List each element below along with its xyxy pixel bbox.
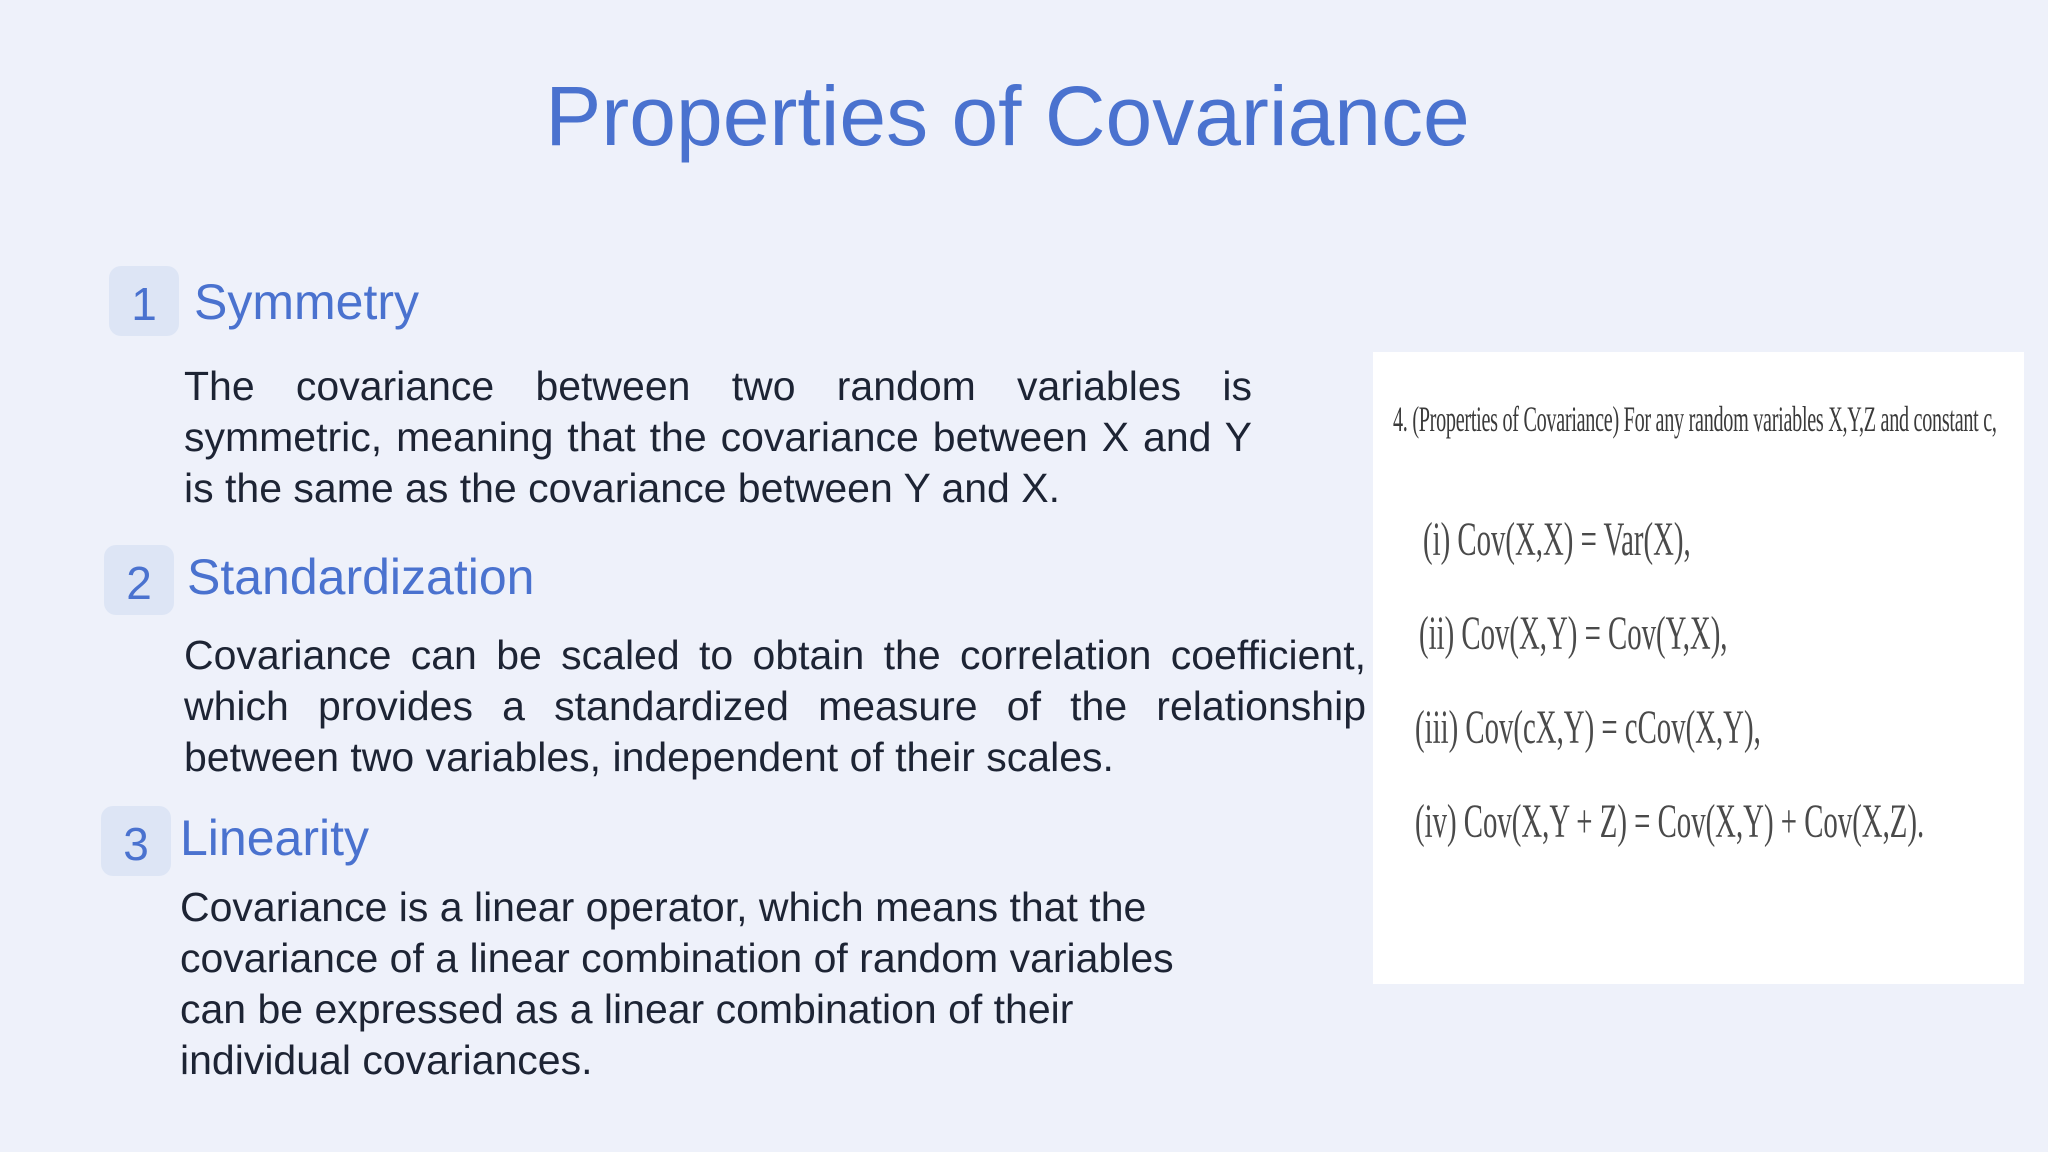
item-body-standardization: Covariance can be scaled to obtain the correlation coefficient, which provides a standardized measure of the relationship between two variables, independent of their scales. <box>184 632 1366 780</box>
formula-line-iii: (iii) Cov(cX,Y) = cCov(X,Y), <box>1415 701 1761 754</box>
formula-line-i: (i) Cov(X,X) = Var(X), <box>1423 513 1691 566</box>
item-body-linearity: Covariance is a linear operator, which means that the covariance of a linear combination of random variables can be expressed as a linear combination of their individual covariances. <box>180 884 1174 1083</box>
item-heading-linearity: Linearity <box>180 810 369 866</box>
formula-intro: 4. (Properties of Covariance) For any random variables X,Y,Z and constant c, <box>1393 399 1997 439</box>
formula-image <box>1373 352 2024 984</box>
item-number-badge: 2 <box>104 545 174 615</box>
item-number-badge: 3 <box>101 806 171 876</box>
item-heading-standardization: Standardization <box>187 549 535 605</box>
formula-line-iv: (iv) Cov(X,Y + Z) = Cov(X,Y) + Cov(X,Z). <box>1415 795 1925 848</box>
slide-title: Properties of Covariance <box>545 69 1470 163</box>
item-body-symmetry: The covariance between two random variables is symmetric, meaning that the covariance between X and Y is the same as the covariance between Y and X. <box>184 363 1252 511</box>
formula-line-ii: (ii) Cov(X,Y) = Cov(Y,X), <box>1419 607 1728 660</box>
item-heading-symmetry: Symmetry <box>194 274 419 330</box>
item-number-badge: 1 <box>109 266 179 336</box>
